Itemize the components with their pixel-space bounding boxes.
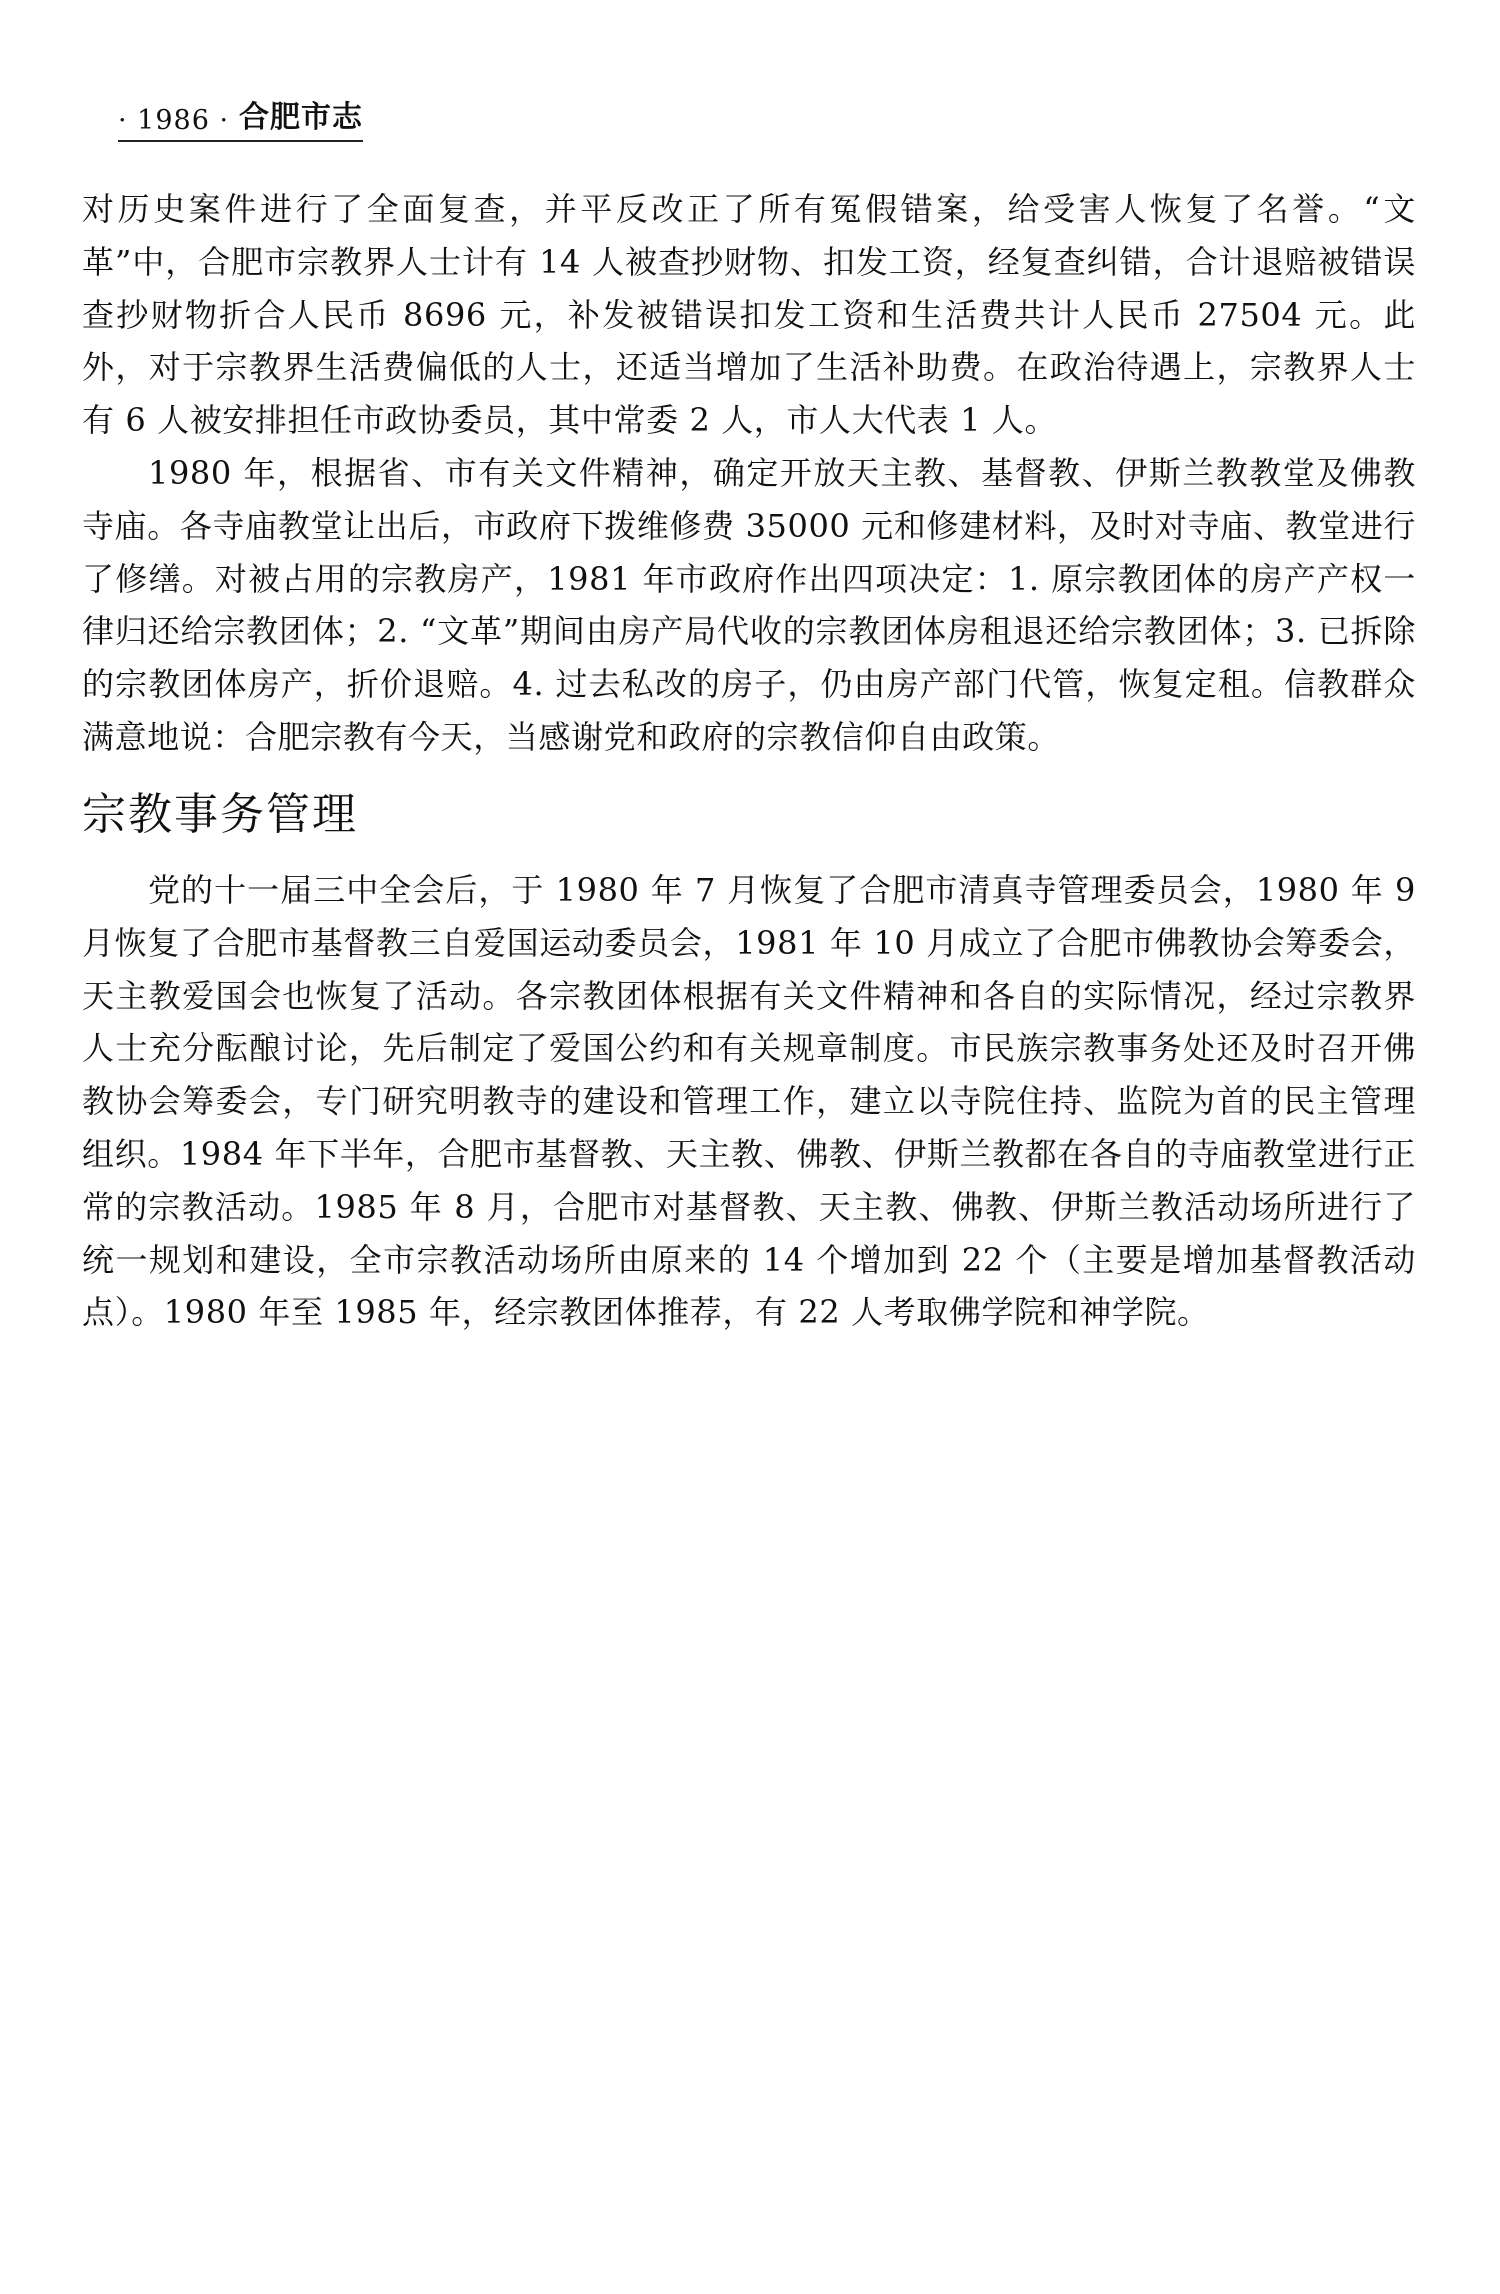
paragraph: 1980 年，根据省、市有关文件精神，确定开放天主教、基督教、伊斯兰教教堂及佛教寺庙。各寺庙教堂让出后，市政府下拨维修费 35000 元和修建材料，及时对寺庙、教堂进行了修缮。对被占用的宗教房产，1981 年市政府作出四项决定：1. 原宗教团体的房产产权一律归还给宗教团体；2. “文革”期间由房产局代收的宗教团体房租退还给宗教团体；3. 已拆除的宗教团体房产，折价退赔。4. 过去私改的房子，仍由房产部门代管，恢复定租。信教群众满意地说：合肥宗教有今天，当感谢党和政府的宗教信仰自由政策。 [82, 453, 1416, 756]
paragraph: 党的十一届三中全会后，于 1980 年 7 月恢复了合肥市清真寺管理委员会，1980 年 9 月恢复了合肥市基督教三自爱国运动委员会，1981 年 10 月成立了合肥市佛教协会筹委会，天主教爱国会也恢复了活动。各宗教团体根据有关文件精神和各自的实际情况，经过宗教界人士充分酝酿讨论，先后制定了爱国公约和有关规章制度。市民族宗教事务处还及时召开佛教协会筹委会，专门研究明教寺的建设和管理工作，建立以寺院住持、监院为首的民主管理组织。1984 年下半年，合肥市基督教、天主教、佛教、伊斯兰教都在各自的寺庙教堂进行正常的宗教活动。1985 年 8 月，合肥市对基督教、天主教、佛教、伊斯兰教活动场所进行了统一规划和建设，全市宗教活动场所由原来的 14 个增加到 22 个（主要是增加基督教活动点）。1980 年至 1985 年，经宗教团体推荐，有 22 人考取佛学院和神学院。 [82, 871, 1416, 1332]
section-text-block [82, 864, 1416, 1339]
page-number: · 1986 · [118, 105, 230, 136]
book-title: 合肥市志 [239, 100, 364, 135]
continued-text-block [82, 183, 1416, 764]
continued-paragraph: 对历史案件进行了全面复查，并平反改正了所有冤假错案，给受害人恢复了名誉。“文革”中，合肥市宗教界人士计有 14 人被查抄财物、扣发工资，经复查纠错，合计退赔被错误查抄财物折合人民币 8696 元，补发被错误扣发工资和生活费共计人民币 27504 元。此外，对于宗教界生活费偏低的人士，还适当增加了生活补助费。在政治待遇上，宗教界人士有 6 人被安排担任市政协委员，其中常委 2 人，市人大代表 1 人。 [82, 190, 1416, 440]
section-heading: 宗教事务管理 [82, 789, 358, 840]
running-header [118, 92, 363, 142]
